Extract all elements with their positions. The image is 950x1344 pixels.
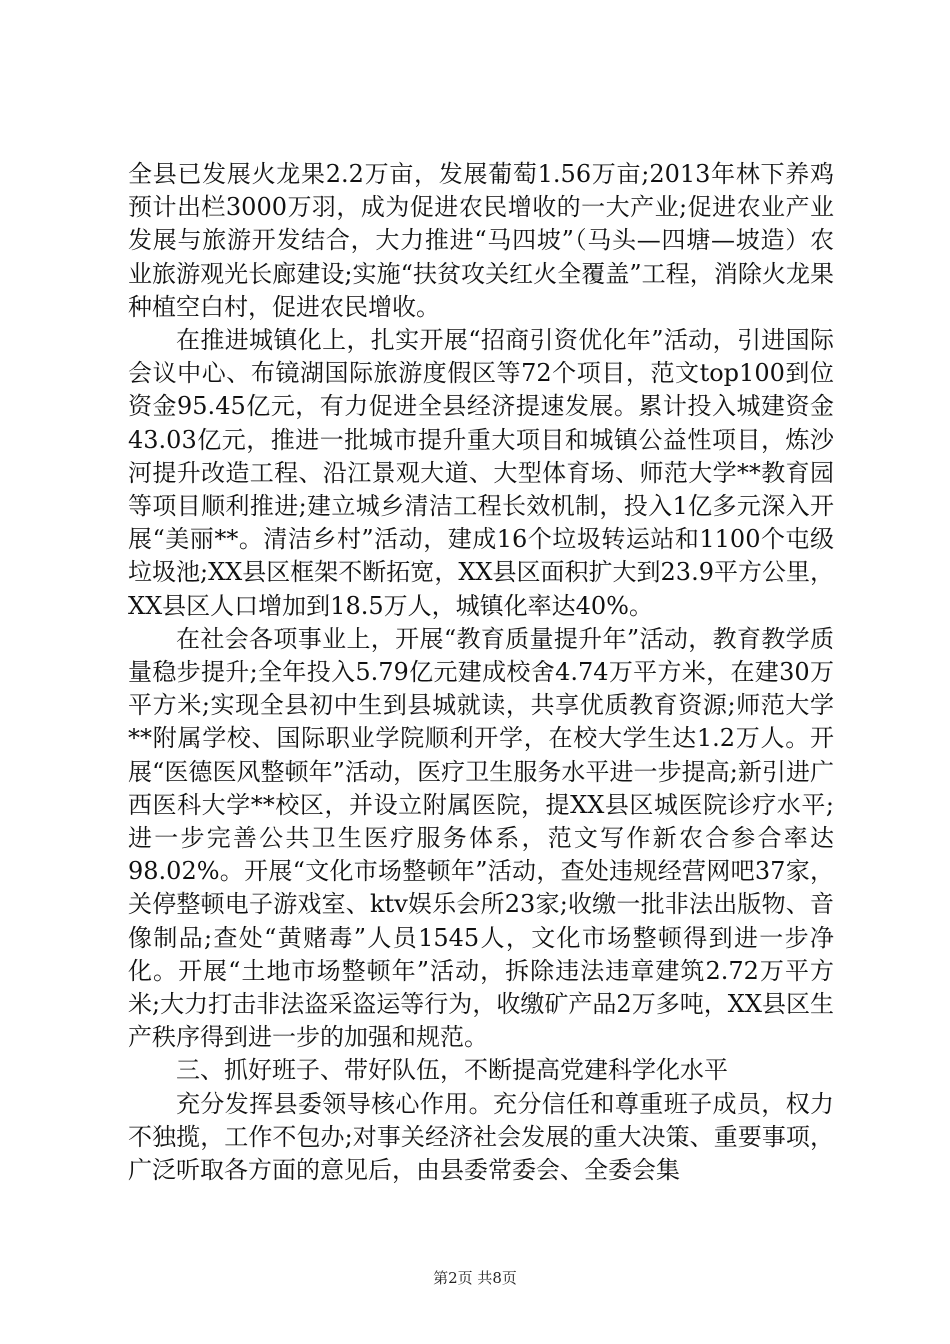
document-body [128, 158, 834, 1187]
page-number-footer: 第2页 共8页 [433, 1269, 517, 1287]
section-heading: 三、抓好班子、带好队伍，不断提高党建科学化水平 [176, 1056, 728, 1085]
paragraph-social-affairs: 在社会各项事业上，开展“教育质量提升年”活动，教育教学质量稳步提升;全年投入5.79亿元建成校舍4.74万平方米，在建30万平方米;实现全县初中生到县城就读，共享优质教育资源;师范大学**附属学校、国际职业学院顺利开学，在校大学生达1.2万人。开展“医德医风整顿年”活动，医疗卫生服务水平进一步提高;新引进广西医科大学**校区，并设立附属医院，提XX县区城医院诊疗水平;进一步完善公共卫生医疗服务体系，范文写作新农合参合率达98.02%。开展“文化市场整顿年”活动，查处违规经营网吧37家，关停整顿电子游戏室、ktv娱乐会所23家;收缴一批非法出版物、音像制品;查处“黄赌毒”人员1545人，文化市场整顿得到进一步净化。开展“土地市场整顿年”活动，拆除违法违章建筑2.72万平方米;大力打击非法盗采盗运等行为，收缴矿产品2万多吨，XX县区生产秩序得到进一步的加强和规范。 [128, 624, 834, 1052]
paragraph-agriculture: 全县已发展火龙果2.2万亩，发展葡萄1.56万亩;2013年林下养鸡预计出栏3000万羽，成为促进农民增收的一大产业;促进农业产业发展与旅游开发结合，大力推进“马四坡”（马头—四塘—坡造）农业旅游观光长廊建设;实施“扶贫攻关红火全覆盖”工程，消除火龙果种植空白村，促进农民增收。 [128, 160, 834, 321]
paragraph-party-leadership: 充分发挥县委领导核心作用。充分信任和尊重班子成员，权力不独揽，工作不包办;对事关经济社会发展的重大决策、重要事项，广泛听取各方面的意见后，由县委常委会、全委会集 [128, 1089, 834, 1185]
paragraph-urbanization: 在推进城镇化上，扎实开展“招商引资优化年”活动，引进国际会议中心、布镜湖国际旅游度假区等72个项目，范文top100到位资金95.45亿元，有力促进全县经济提速发展。累计投入城建资金43.03亿元，推进一批城市提升重大项目和城镇公益性项目，炼沙河提升改造工程、沿江景观大道、大型体育场、师范大学**教育园等项目顺利推进;建立城乡清洁工程长效机制，投入1亿多元深入开展“美丽**。清洁乡村”活动，建成16个垃圾转运站和1100个屯级垃圾池;XX县区框架不断拓宽，XX县区面积扩大到23.9平方公里，XX县区人口增加到18.5万人，城镇化率达40%。 [128, 326, 834, 620]
